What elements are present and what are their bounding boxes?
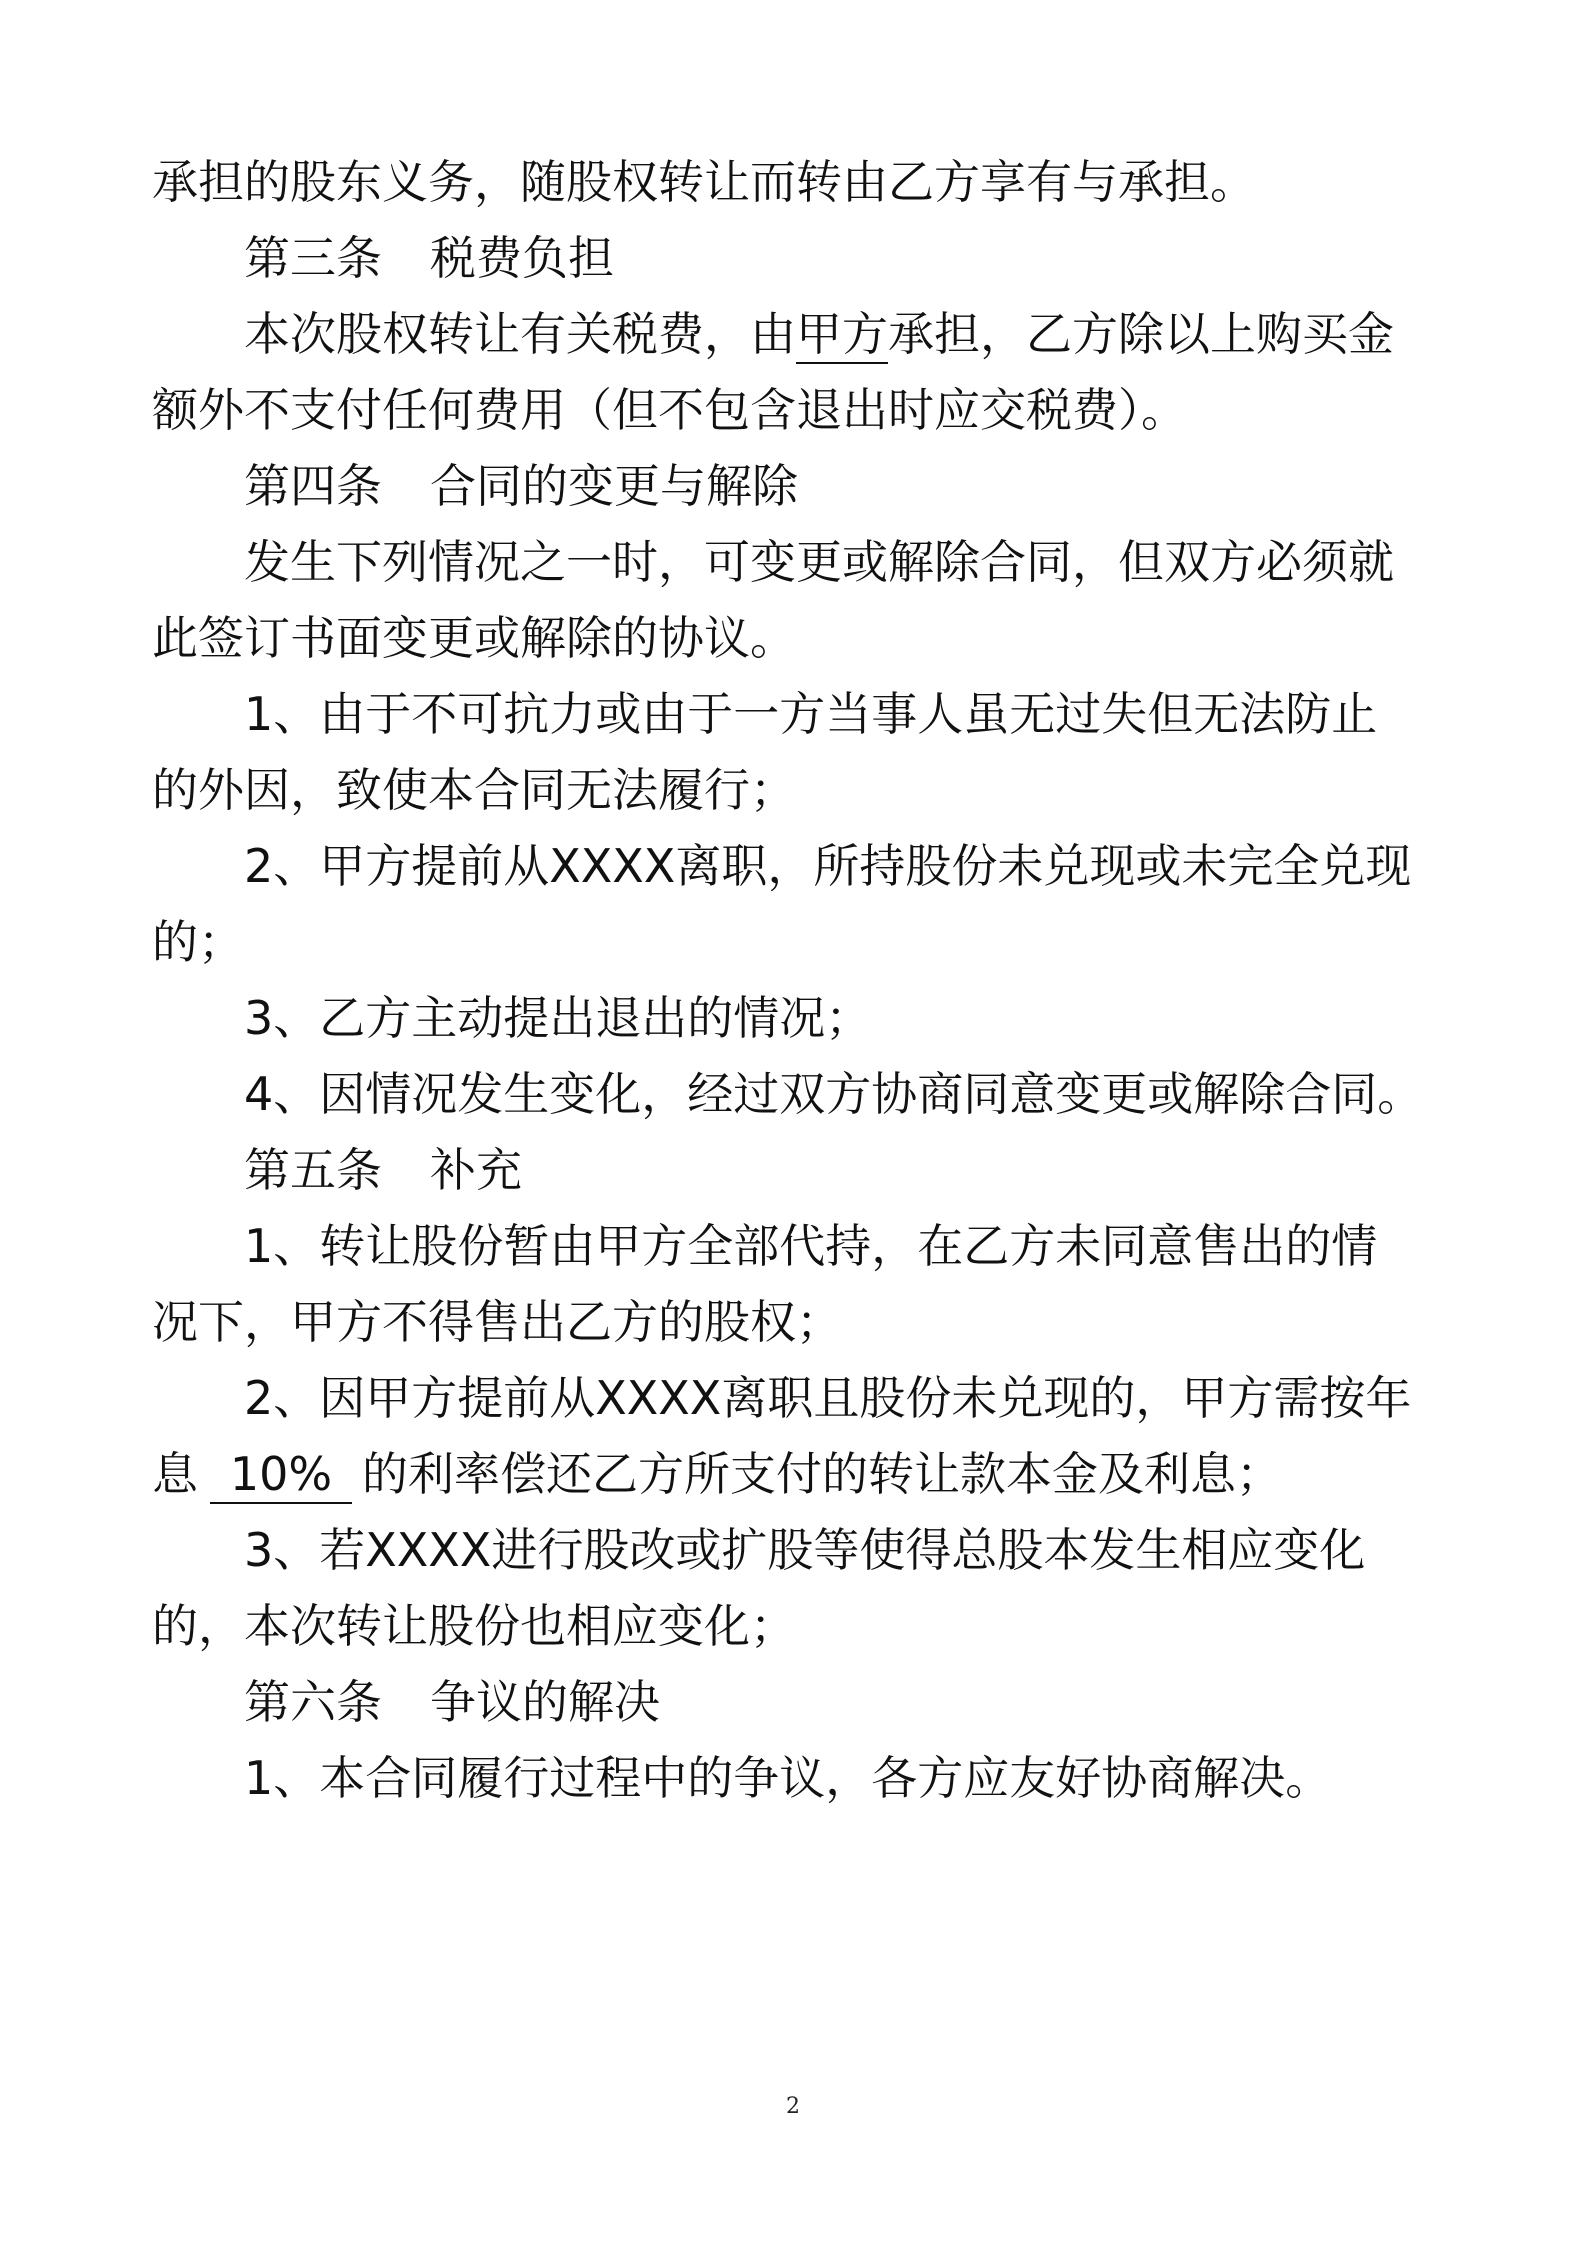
article-number: 第六条 xyxy=(244,1675,382,1729)
paragraph-line: 额外不支付任何费用（但不包含退出时应交税费）。 xyxy=(152,383,1187,437)
list-item: 1、本合同履行过程中的争议，各方应友好协商解决。 xyxy=(244,1751,1332,1805)
list-item: 4、因情况发生变化，经过双方协商同意变更或解除合同。 xyxy=(244,1067,1424,1121)
paragraph-line: 的，本次转让股份也相应变化； xyxy=(152,1599,796,1653)
list-item: 1、由于不可抗力或由于一方当事人虽无过失但无法防止 xyxy=(244,687,1378,741)
article-title: 税费负担 xyxy=(430,231,614,285)
article-number: 第三条 xyxy=(244,231,382,285)
list-item: 3、乙方主动提出退出的情况； xyxy=(244,991,872,1045)
list-item: 2、因甲方提前从XXXX离职且股份未兑现的，甲方需按年 xyxy=(244,1371,1412,1425)
paragraph-line: 的外因，致使本合同无法履行； xyxy=(152,763,796,817)
article-heading xyxy=(244,1140,1544,1200)
article-heading xyxy=(244,228,1544,288)
paragraph-line: 况下，甲方不得售出乙方的股权； xyxy=(152,1295,842,1349)
paragraph-line: 息 10% 的利率偿还乙方所支付的转让款本金及利息； xyxy=(152,1444,1452,1504)
list-item: 1、转让股份暂由甲方全部代持，在乙方未同意售出的情 xyxy=(244,1219,1378,1273)
interest-rate-blank: 10% xyxy=(210,1446,352,1504)
article-title: 补充 xyxy=(430,1143,522,1197)
article-title: 争议的解决 xyxy=(430,1675,660,1729)
paragraph-line: 承担的股东义务，随股权转让而转由乙方享有与承担。 xyxy=(152,155,1256,209)
paragraph-line: 此签订书面变更或解除的协议。 xyxy=(152,611,796,665)
article-title: 合同的变更与解除 xyxy=(430,459,798,513)
filled-blank: 甲方 xyxy=(796,306,888,364)
article-heading xyxy=(244,1672,1544,1732)
article-heading xyxy=(244,456,1544,516)
list-item: 3、若XXXX进行股改或扩股等使得总股本发生相应变化 xyxy=(244,1523,1366,1577)
paragraph-line: 的； xyxy=(152,915,244,969)
page-number: 2 xyxy=(786,2094,800,2119)
list-item: 2、甲方提前从XXXX离职，所持股份未兑现或未完全兑现 xyxy=(244,839,1412,893)
paragraph-line: 发生下列情况之一时，可变更或解除合同，但双方必须就 xyxy=(244,535,1394,589)
article-number: 第五条 xyxy=(244,1143,382,1197)
paragraph-line: 本次股权转让有关税费，由甲方承担，乙方除以上购买金 xyxy=(244,304,1544,364)
article-number: 第四条 xyxy=(244,459,382,513)
